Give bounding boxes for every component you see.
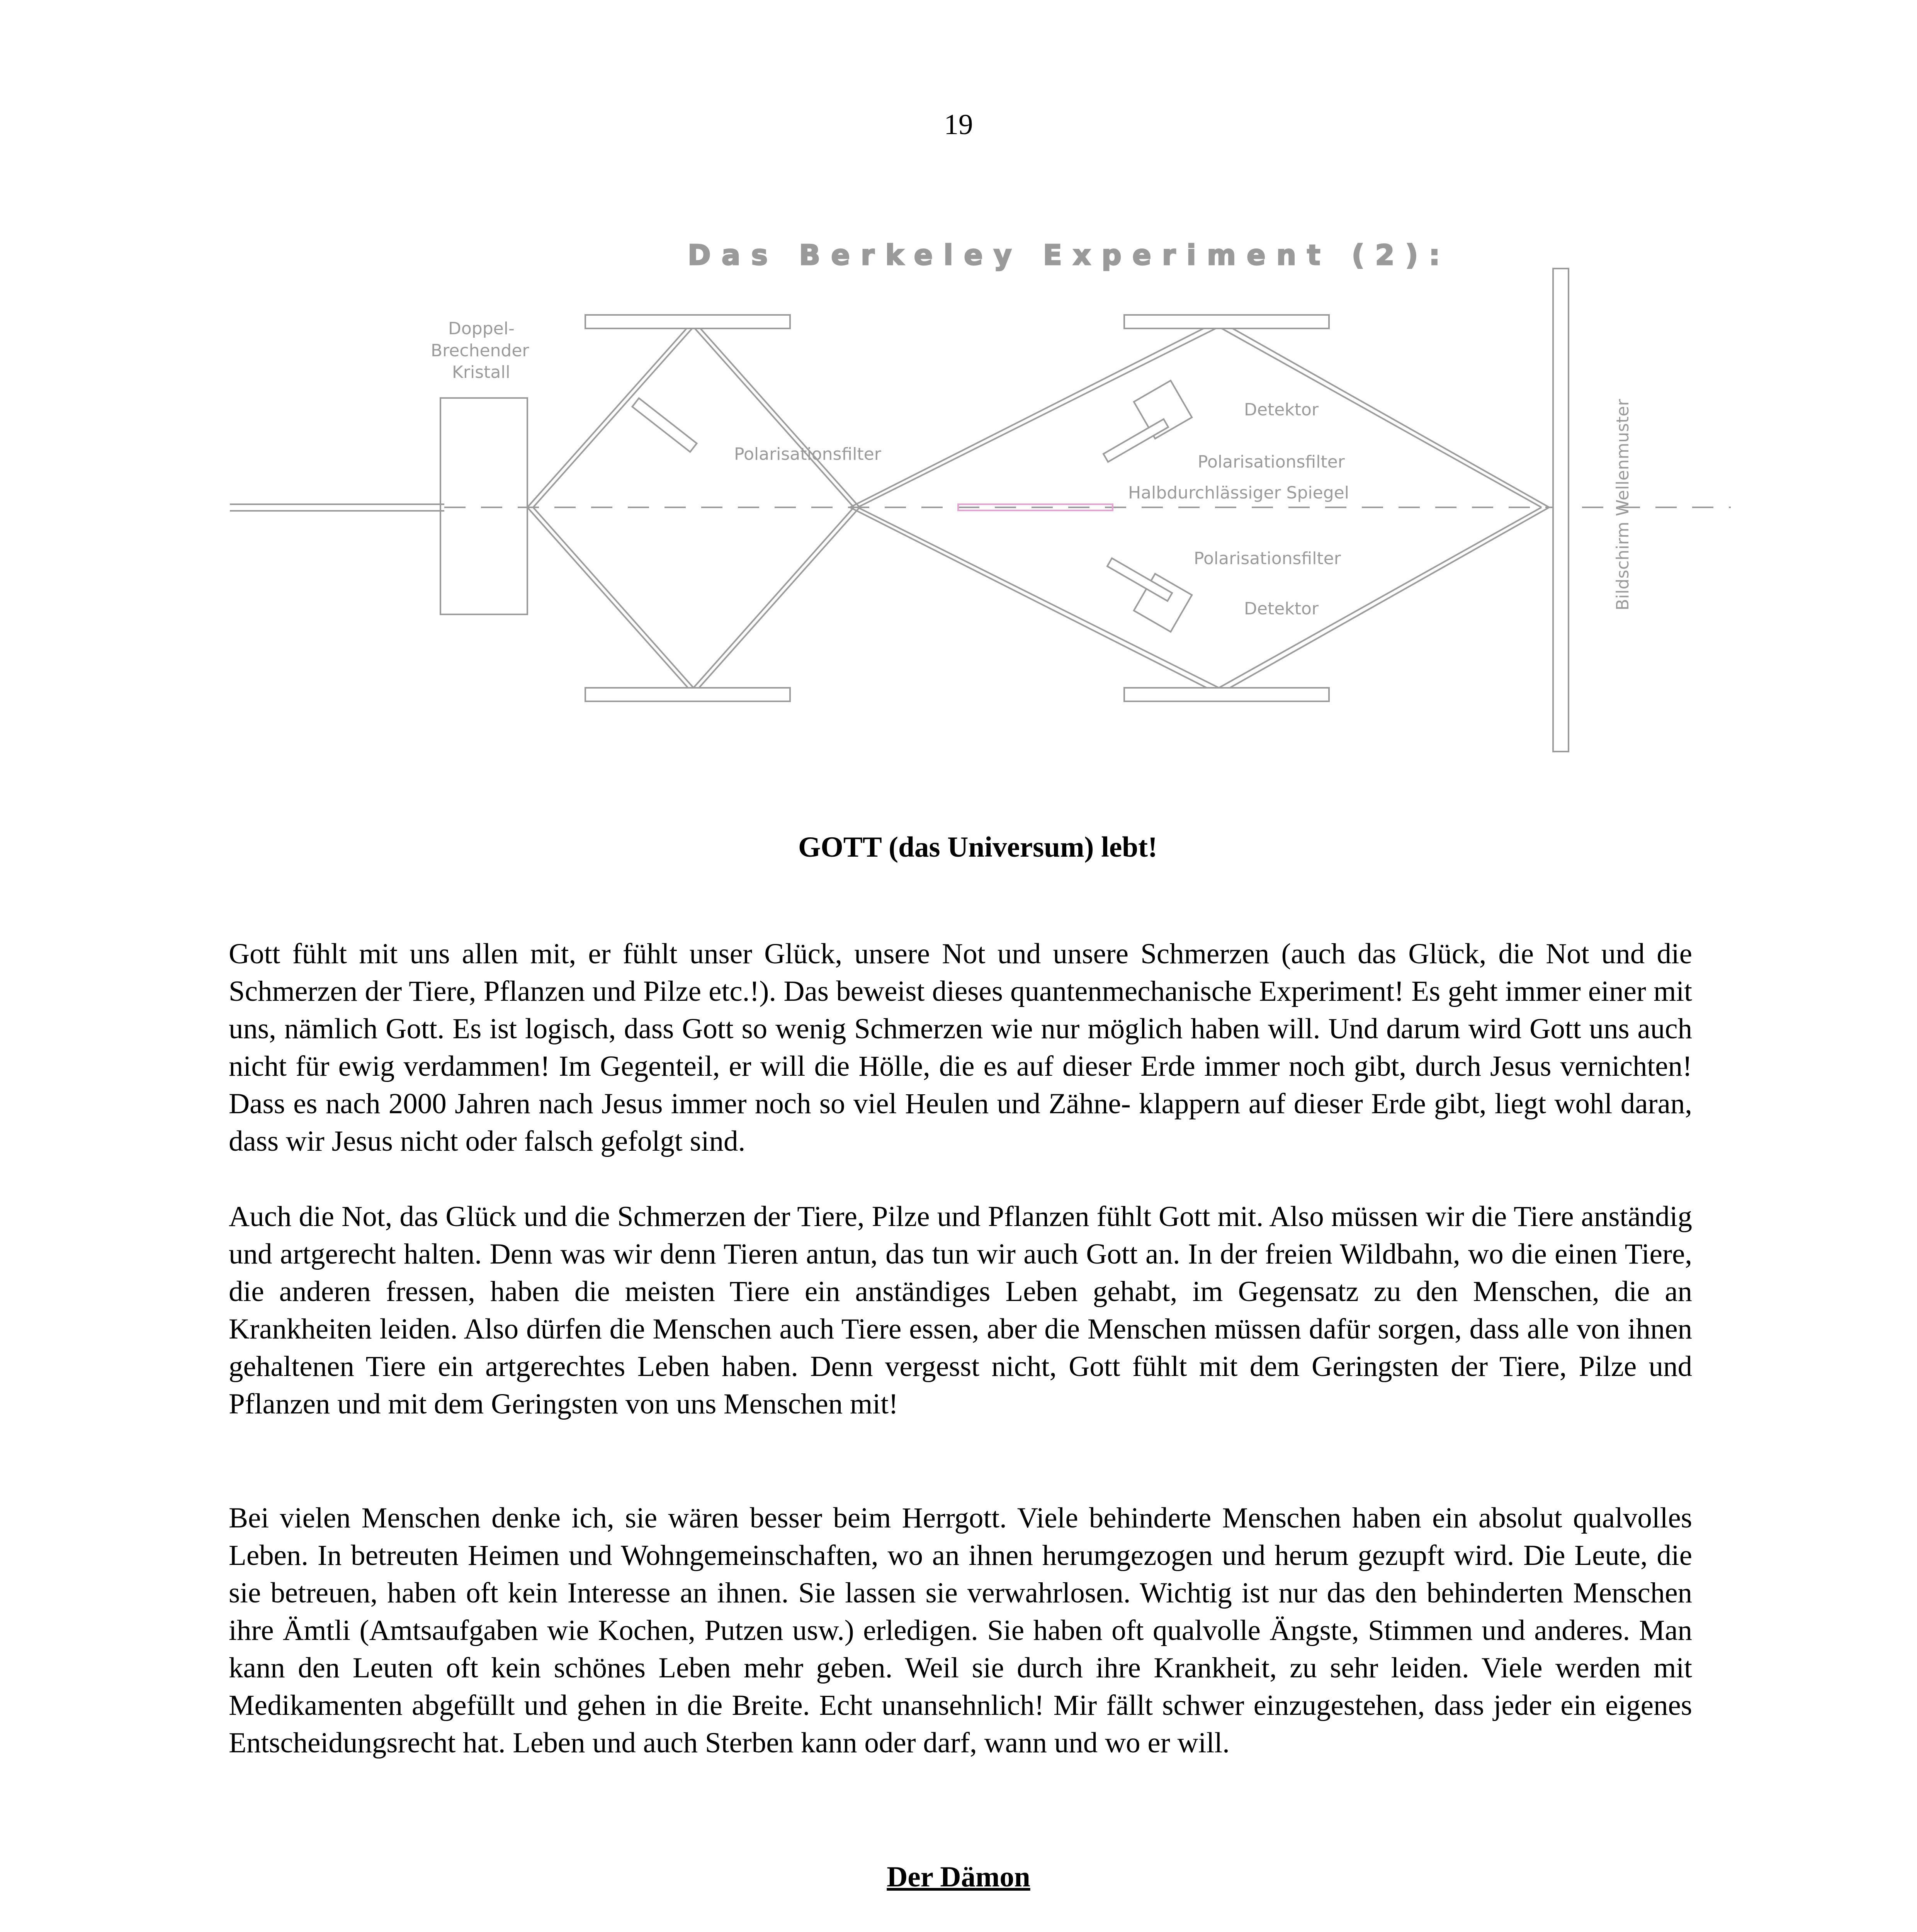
daemon-heading: Der Dämon <box>887 1861 1030 1893</box>
crystal-block <box>440 398 527 614</box>
filter-top-right-label: Polarisationsfilter <box>1198 452 1345 472</box>
mirror-top-right <box>1124 315 1329 328</box>
mirror-label: Halbdurchlässiger Spiegel <box>1128 483 1349 503</box>
paragraph-1: Gott fühlt mit uns allen mit, er fühlt unser Glück, unsere Not und unsere Schmerzen (auch das Glück, die Not und die Schmerzen der Tiere, Pflanzen und Pilze etc.!). Das beweist dieses quantenmechanische Experiment! Es geht immer einer mit uns, nämlich Gott. Es ist logisch, dass Gott so wenig Schmerzen wie nur möglich haben will. Und darum wird Gott uns auch nicht für ewig verdammen! Im Gegenteil, er will die Hölle, die es auf dieser Erde immer noch gibt, durch Jesus vernichten! Dass es nach 2000 Jahren nach Jesus immer noch so viel Heulen und Zähne- klappern auf dieser Erde gibt, liegt wohl daran, dass wir Jesus nicht oder falsch gefolgt sind. <box>229 938 1692 1157</box>
polarisation-filter-left <box>632 398 697 452</box>
mirror-bottom-left <box>585 688 790 701</box>
mirror-top-left <box>585 315 790 328</box>
filter-top-right <box>1103 419 1168 462</box>
screen-label: Bildschirm Wellenmuster <box>1613 399 1633 611</box>
detector-bottom-label: Detektor <box>1244 599 1319 619</box>
screen <box>1553 269 1569 752</box>
crystal-label-1: Doppel- <box>448 319 515 338</box>
crystal-label-3: Kristall <box>452 362 510 382</box>
page-number: 19 <box>944 109 973 141</box>
gott-heading: GOTT (das Universum) lebt! <box>798 831 1157 863</box>
crystal-label-2: Brechender <box>431 341 529 361</box>
diagram-title: Das Berkeley Experiment (2): <box>688 239 1451 271</box>
berkeley-experiment-diagram <box>224 232 1739 773</box>
filter-left-label: Polarisationsfilter <box>734 444 881 464</box>
paragraph-3: Bei vielen Menschen denke ich, sie wären besser beim Herrgott. Viele behinderte Menschen haben ein absolut qualvolles Leben. In betreuten Heimen und Wohngemeinschaften, wo an ihnen herumgezogen und herum gezupft wird. Die Leute, die sie betreuen, haben oft kein Interesse an ihnen. Sie lassen sie verwahrlosen. Wichtig ist nur das den behinderten Menschen ihre Ämtli (Amtsaufgaben wie Kochen, Putzen usw.) erledigen. Sie haben oft qualvolle Ängste, Stimmen und anderes. Man kann den Leuten oft kein schönes Leben mehr geben. Weil sie durch ihre Krankheit, zu sehr leiden. Viele werden mit Medikamenten abgefüllt und gehen in die Breite. Echt unansehnlich! Mir fällt schwer einzugestehen, dass jeder ein eigenes Entscheidungsrecht hat. Leben und auch Sterben kann oder darf, wann und wo er will. <box>229 1502 1692 1759</box>
detector-top-label: Detektor <box>1244 400 1319 420</box>
filter-bottom-right-label: Polarisationsfilter <box>1194 549 1341 568</box>
mirror-bottom-right <box>1124 688 1329 701</box>
paragraph-2: Auch die Not, das Glück und die Schmerzen der Tiere, Pilze und Pflanzen fühlt Gott mit. Also müssen wir die Tiere anständig und artgerecht halten. Denn was wir denn Tieren antun, das tun wir auch Gott an. In der freien Wildbahn, wo die einen Tiere, die anderen fressen, haben die meisten Tiere ein anständiges Leben gehabt, im Gegensatz zu den Menschen, die an Krankheiten leiden. Also dürfen die Menschen auch Tiere essen, aber die Menschen müssen dafür sorgen, dass alle von ihnen gehaltenen Tiere ein artgerechtes Leben haben. Denn vergesst nicht, Gott fühlt mit dem Geringsten der Tiere, Pilze und Pflanzen und mit dem Geringsten von uns Menschen mit! <box>229 1201 1692 1420</box>
